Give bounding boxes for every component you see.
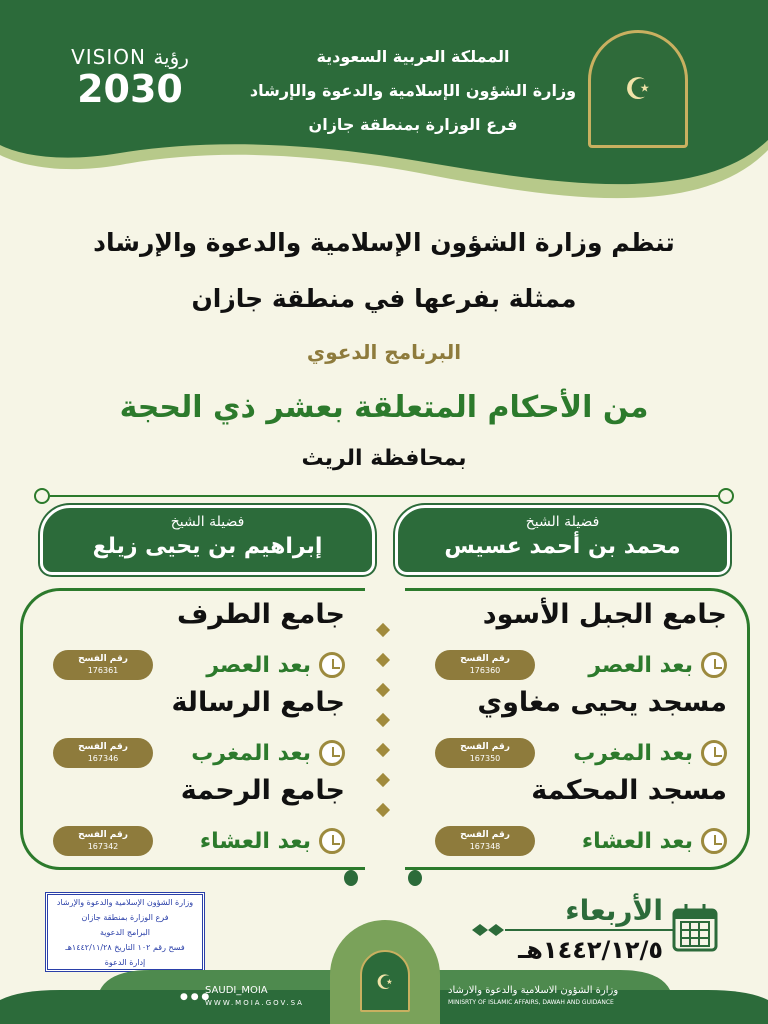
social-icons: ● ● ● (180, 992, 210, 1002)
mosque-name: مسجد المحكمة (531, 775, 727, 806)
session-time: بعد المغرب (573, 740, 693, 766)
sheikh-title: فضيلة الشيخ (170, 514, 245, 530)
ministry-en: MINISRTY OF ISLAMIC AFFAIRS, DAWAH AND GUIDANCE (448, 999, 614, 1006)
permit-label: رقم الفسح (78, 654, 128, 664)
diamond-ornament (376, 773, 390, 787)
session-time: بعد العصر (588, 652, 693, 678)
permit-number: 167348 (469, 842, 501, 851)
session-time: بعد العشاء (199, 828, 311, 854)
permit-number: 176360 (469, 666, 501, 675)
day-name: الأربعاء (565, 894, 663, 927)
diamond-ornament (376, 623, 390, 637)
stamp-line: إدارة الدعوة (104, 958, 146, 967)
mosque-name: جامع الجبل الأسود (482, 599, 727, 630)
permit-number: 167346 (87, 754, 119, 763)
permit-label: رقم الفسح (460, 830, 510, 840)
clock-icon (319, 828, 345, 854)
permit-badge (53, 738, 153, 768)
stamp-line: البرامج الدعوية (100, 928, 150, 937)
sheikh-title: فضيلة الشيخ (525, 514, 600, 530)
social-handle[interactable]: SAUDI_MOIA (205, 985, 268, 996)
sheikh-card-left (40, 505, 375, 575)
permit-number: 167350 (469, 754, 501, 763)
footer-ministry (448, 985, 618, 1009)
footer-logo: ☪ (360, 950, 410, 1012)
website-link[interactable]: WWW.MOIA.GOV.SA (205, 999, 304, 1007)
date-ornament (470, 920, 675, 940)
ministry-name: وزارة الشؤون الإسلامية والدعوة والإرشاد (249, 81, 577, 100)
permit-label: رقم الفسح (78, 742, 128, 752)
session-time: بعد العشاء (581, 828, 693, 854)
permit-badge (53, 826, 153, 856)
sheikh-name: محمد بن أحمد عسيس (444, 534, 681, 559)
permit-label: رقم الفسح (460, 654, 510, 664)
kingdom-name: المملكة العربية السعودية (316, 47, 510, 66)
title-line-2: ممثلة بفرعها في منطقة جازان (191, 284, 577, 313)
mosque-name: جامع الرحمة (180, 775, 345, 806)
schedule-left (20, 588, 365, 870)
sheikh-card-right (395, 505, 730, 575)
permit-number: 167342 (87, 842, 119, 851)
program-title: من الأحكام المتعلقة بعشر ذي الحجة (119, 390, 649, 425)
mosque-name: مسجد يحيى مغاوي (477, 687, 727, 718)
permit-badge (53, 650, 153, 680)
clock-icon (319, 740, 345, 766)
session-time: بعد العصر (206, 652, 311, 678)
ministry-logo: ☪ (588, 30, 688, 148)
permit-badge (435, 650, 535, 680)
vision-year: 2030 (77, 67, 183, 111)
clock-icon (319, 652, 345, 678)
diamond-ornament (376, 743, 390, 757)
permit-badge (435, 738, 535, 768)
permit-badge (435, 826, 535, 856)
ornament-dot (408, 870, 422, 886)
stamp-line: فرع الوزارة بمنطقة جازان (81, 913, 169, 922)
title-line-1: تنظم وزارة الشؤون الإسلامية والدعوة والإرشاد (93, 228, 675, 257)
session-row (23, 819, 365, 863)
diamond-ornament (376, 713, 390, 727)
session-row (405, 731, 747, 775)
diamond-ornament (376, 683, 390, 697)
schedule-right (405, 588, 750, 870)
program-label: البرنامج الدعوي (306, 340, 462, 364)
session-row (405, 819, 747, 863)
calendar-icon (672, 902, 718, 952)
ornament-dot (344, 870, 358, 886)
hijri-date: ١٤٤٢/١٢/٥هـ (518, 936, 663, 964)
session-row (23, 731, 365, 775)
stamp-line: فسح رقم ١٠٢ التاريخ ١٤٤٢/١١/٢٨هـ (65, 943, 185, 952)
vision-word: VISION (71, 45, 146, 69)
session-time: بعد المغرب (191, 740, 311, 766)
mosque-name: جامع الرسالة (171, 687, 345, 718)
mosque-name: جامع الطرف (176, 599, 345, 630)
stamp-line: وزارة الشؤون الإسلامية والدعوة والإرشاد (56, 898, 194, 907)
header-text (248, 40, 578, 142)
social-info (205, 985, 304, 1009)
clock-icon (701, 828, 727, 854)
vision-ar: رؤية (153, 45, 189, 69)
ministry-ar: وزارة الشؤون الاسلامية والدعوة والارشاد (448, 985, 619, 996)
clock-icon (701, 740, 727, 766)
session-row (405, 643, 747, 687)
clock-icon (701, 652, 727, 678)
vision-2030-logo (55, 45, 205, 109)
ornament-line (0, 485, 768, 507)
permit-label: رقم الفسح (460, 742, 510, 752)
branch-name: فرع الوزارة بمنطقة جازان (308, 115, 518, 134)
sheikh-name: إبراهيم بن يحيى زيلع (92, 534, 323, 559)
permit-number: 176361 (87, 666, 119, 675)
session-row (23, 643, 365, 687)
diamond-ornament (376, 803, 390, 817)
diamond-ornament (376, 653, 390, 667)
permit-label: رقم الفسح (78, 830, 128, 840)
governorate: بمحافظة الريث (301, 446, 467, 471)
